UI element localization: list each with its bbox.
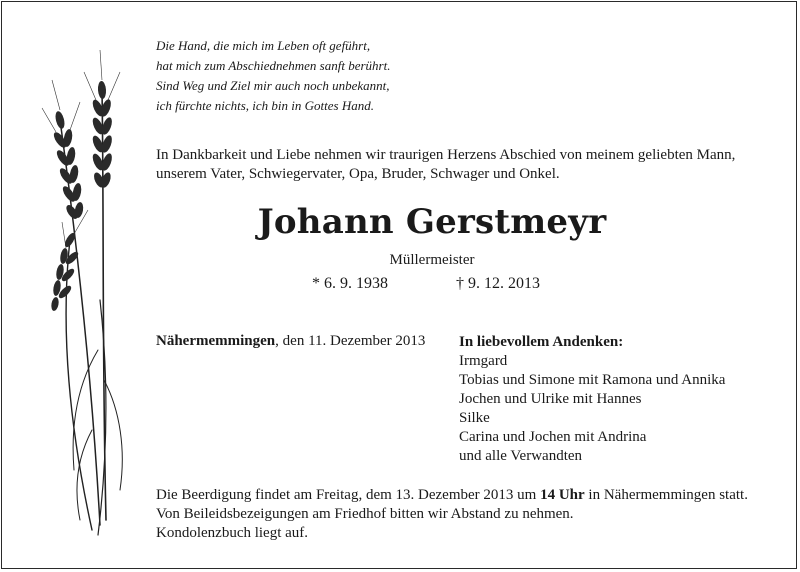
mourner-name: Jochen und Ulrike mit Hannes [459,391,642,407]
poem-line: Sind Weg und Ziel mir auch noch unbekannt, [156,78,390,93]
mourner-name: Tobias und Simone mit Ramona und Annika [459,372,726,388]
intro-line: unserem Vater, Schwiegervater, Opa, Bruder, Schwager und Onkel. [156,166,560,182]
poem-line: ich fürchte nichts, ich bin in Gottes Hand. [156,98,374,113]
mourner-name: und alle Verwandten [459,448,583,464]
funeral-line [156,486,786,505]
wheat-ears-icon [40,50,140,540]
notice-date: , den 11. Dezember 2013 [275,333,426,349]
funeral-text: Die Beerdigung findet am Freitag, dem 13. Dezember 2013 um [156,487,541,503]
mourner-name: Irmgard [459,353,508,369]
funeral-info [156,486,786,543]
birth-date: * 6. 9. 1938 [312,275,388,292]
mourners-list [459,333,725,466]
mourner-name: Carina und Jochen mit Andrina [459,429,647,445]
place-name: Nähermemmingen [156,333,276,349]
funeral-text: in Nähermemmingen statt. [584,487,748,503]
intro-text [156,146,776,184]
deceased-profession: Müllermeister [389,252,475,268]
poem-line: Die Hand, die mich im Leben oft geführt, [156,38,371,53]
funeral-time: 14 Uhr [540,487,585,503]
mourners-heading: In liebevollem Andenken: [459,334,624,350]
poem [156,36,390,116]
poem-line: hat mich zum Abschiednehmen sanft berührt. [156,58,391,73]
funeral-line: Kondolenzbuch liegt auf. [156,525,309,541]
funeral-line: Von Beileidsbezeigungen am Friedhof bitten wir Abstand zu nehmen. [156,506,574,522]
mourner-name: Silke [459,410,490,426]
deceased-name: Johann Gerstmeyr [257,202,607,242]
death-date: † 9. 12. 2013 [456,275,540,292]
intro-line: In Dankbarkeit und Liebe nehmen wir traurigen Herzens Abschied von meinem geliebten Mann, [156,147,736,163]
place-and-date [156,333,425,350]
